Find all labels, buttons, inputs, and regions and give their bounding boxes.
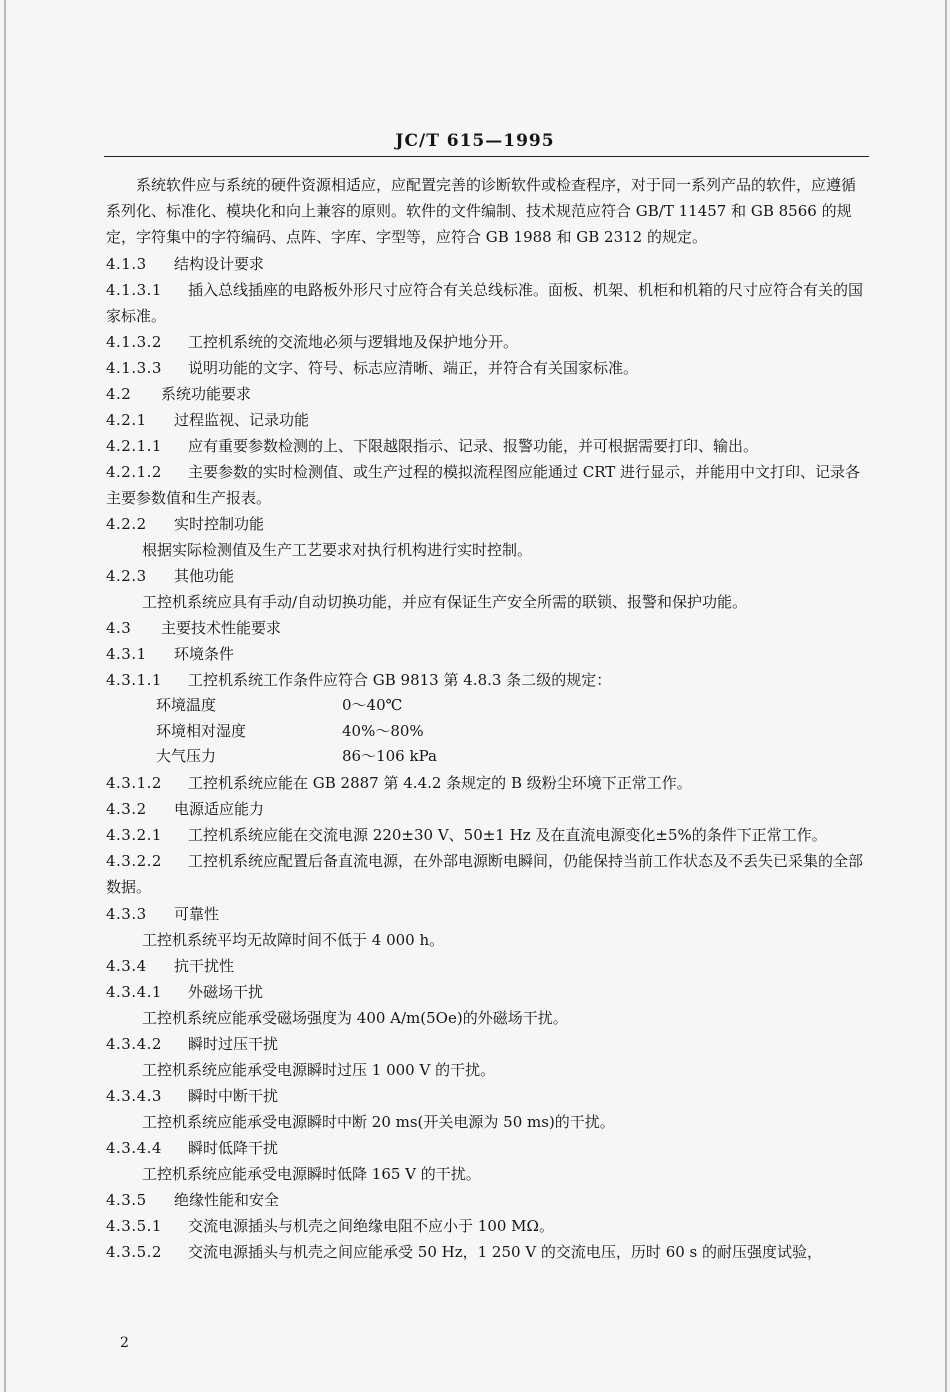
section-number: 4.3 [106, 619, 132, 638]
section-text: 工控机系统工作条件应符合 GB 9813 第 4.8.3 条二级的规定： [188, 671, 612, 690]
scan-edge-right [945, 0, 947, 1392]
section-4-3-4-3 [106, 1083, 868, 1109]
section-text: 插入总线插座的电路板外形尺寸应符合有关总线标准。面板、机架、机柜和机箱的尺寸应符合有关的国家标准。 [106, 280, 864, 325]
section-text: 应有重要参数检测的上、下限越限指示、记录、报警功能，并可根据需要打印、输出。 [188, 437, 759, 456]
section-number: 4.3.4.2 [106, 1034, 162, 1053]
section-4-3-4-1-text: 工控机系统应能承受磁场强度为 400 A/m(5Oe)的外磁场干扰。 [142, 1008, 568, 1027]
section-4-3-2 [106, 796, 868, 822]
env-label: 环境温度 [156, 696, 217, 715]
section-number: 4.1.3.1 [106, 280, 162, 299]
section-number: 4.3.2.2 [106, 852, 162, 871]
section-title: 瞬时中断干扰 [188, 1086, 279, 1105]
section-4-2 [106, 381, 868, 407]
section-title: 过程监视、记录功能 [174, 411, 310, 430]
section-4-1-3-2 [106, 329, 868, 355]
section-4-3-1 [106, 641, 868, 667]
document-body [106, 172, 868, 1265]
section-title: 瞬时过压干扰 [188, 1034, 279, 1053]
section-number: 4.3.4 [106, 956, 147, 975]
section-4-2-3-text: 工控机系统应具有手动/自动切换功能，并应有保证生产安全所需的联锁、报警和保护功能。 [142, 593, 748, 612]
section-number: 4.1.3.3 [106, 359, 162, 378]
section-number: 4.3.4.4 [106, 1138, 162, 1157]
section-number: 4.2.1 [106, 411, 147, 430]
section-4-2-2-text: 根据实际检测值及生产工艺要求对执行机构进行实时控制。 [142, 541, 533, 560]
section-4-3-4-2 [106, 1031, 868, 1057]
section-4-1-3 [106, 251, 868, 277]
intro-paragraph: 系统软件应与系统的硬件资源相适应，应配置完善的诊断软件或检查程序，对于同一系列产品的软件，应遵循系列化、标准化、模块化和向上兼容的原则。软件的文件编制、技术规范应符合 GB/T 11457 和 GB 8566 的规定，字符集中的字符编码、点阵、字库、字型等，应符合 GB 1988 和 GB 2312 的规定。 [106, 176, 857, 247]
section-number: 4.3.5.2 [106, 1242, 162, 1261]
section-text: 交流电源插头与机壳之间绝缘电阻不应小于 100 MΩ。 [188, 1216, 554, 1235]
page-header: JC/T 615—1995 [395, 131, 555, 151]
section-number: 4.2.1.1 [106, 437, 162, 456]
section-4-3-3-text: 工控机系统平均无故障时间不低于 4 000 h。 [142, 930, 445, 949]
section-number: 4.3.1.1 [106, 671, 162, 690]
section-number: 4.3.2 [106, 799, 147, 818]
section-number: 4.2.1.2 [106, 463, 162, 482]
section-4-3-1-2 [106, 770, 868, 796]
scan-edge-left [4, 0, 6, 1392]
section-number: 4.3.2.1 [106, 825, 162, 844]
header-rule [104, 156, 869, 157]
section-4-1-3-3 [106, 355, 868, 381]
section-4-2-1 [106, 407, 868, 433]
section-text: 工控机系统应能在 GB 2887 第 4.4.2 条规定的 B 级粉尘环境下正常工作。 [188, 773, 692, 792]
section-text: 说明功能的文字、符号、标志应清晰、端正，并符合有关国家标准。 [188, 359, 639, 378]
section-number: 4.3.1.2 [106, 773, 162, 792]
section-title: 环境条件 [174, 645, 235, 664]
section-number: 4.1.3.2 [106, 333, 162, 352]
section-title: 可靠性 [174, 904, 220, 923]
section-title: 实时控制功能 [174, 515, 265, 534]
section-number: 4.3.5.1 [106, 1216, 162, 1235]
env-row-humidity [106, 719, 868, 745]
section-text: 交流电源插头与机壳之间应能承受 50 Hz，1 250 V 的交流电压，历时 60 s 的耐压强度试验， [188, 1242, 823, 1261]
section-number: 4.2 [106, 385, 132, 404]
section-text: 工控机系统应能在交流电源 220±30 V、50±1 Hz 及在直流电源变化±5%的条件下正常工作。 [188, 825, 827, 844]
section-4-3-2-1 [106, 822, 868, 848]
env-value: 40%～80% [342, 721, 424, 740]
section-number: 4.3.5 [106, 1190, 147, 1209]
section-number: 4.1.3 [106, 254, 147, 273]
section-title: 主要技术性能要求 [161, 619, 282, 638]
section-text: 工控机系统应配置后备直流电源，在外部电源断电瞬间，仍能保持当前工作状态及不丢失已采集的全部数据。 [106, 852, 864, 897]
section-4-2-2 [106, 511, 868, 537]
env-value: 86～106 kPa [342, 747, 437, 766]
section-4-3-5 [106, 1187, 868, 1213]
section-title: 其他功能 [174, 567, 235, 586]
section-4-3-5-1 [106, 1213, 868, 1239]
section-4-3-2-2 [106, 848, 868, 900]
section-number: 4.3.1 [106, 645, 147, 664]
section-title: 外磁场干扰 [188, 982, 264, 1001]
page-number: 2 [120, 1335, 129, 1351]
section-text: 工控机系统的交流地必须与逻辑地及保护地分开。 [188, 333, 519, 352]
env-label: 环境相对湿度 [156, 721, 247, 740]
section-4-3-4 [106, 953, 868, 979]
env-row-pressure [106, 744, 868, 770]
env-label: 大气压力 [156, 747, 217, 766]
section-4-3-4-3-text: 工控机系统应能承受电源瞬时中断 20 ms(开关电源为 50 ms)的干扰。 [142, 1112, 615, 1131]
section-title: 抗干扰性 [174, 956, 235, 975]
section-4-3-5-2 [106, 1239, 868, 1265]
section-4-3-3 [106, 901, 868, 927]
section-4-3-1-1 [106, 667, 868, 693]
env-row-temperature [106, 693, 868, 719]
section-text: 主要参数的实时检测值、或生产过程的模拟流程图应能通过 CRT 进行显示，并能用中文打印、记录各主要参数值和生产报表。 [106, 463, 861, 508]
section-4-3-4-4 [106, 1135, 868, 1161]
section-4-1-3-1 [106, 277, 868, 329]
section-4-3 [106, 615, 868, 641]
section-4-3-4-4-text: 工控机系统应能承受电源瞬时低降 165 V 的干扰。 [142, 1164, 481, 1183]
section-title: 瞬时低降干扰 [188, 1138, 279, 1157]
section-title: 系统功能要求 [161, 385, 252, 404]
section-title: 结构设计要求 [174, 254, 265, 273]
section-4-3-4-2-text: 工控机系统应能承受电源瞬时过压 1 000 V 的干扰。 [142, 1060, 496, 1079]
section-4-3-4-1 [106, 979, 868, 1005]
section-number: 4.3.4.1 [106, 982, 162, 1001]
section-title: 电源适应能力 [174, 799, 265, 818]
section-title: 绝缘性能和安全 [174, 1190, 280, 1209]
section-number: 4.3.3 [106, 904, 147, 923]
section-number: 4.2.2 [106, 515, 147, 534]
env-value: 0～40℃ [342, 696, 403, 715]
section-number: 4.2.3 [106, 567, 147, 586]
section-number: 4.3.4.3 [106, 1086, 162, 1105]
section-4-2-3 [106, 563, 868, 589]
section-4-2-1-1 [106, 433, 868, 459]
section-4-2-1-2 [106, 459, 868, 511]
